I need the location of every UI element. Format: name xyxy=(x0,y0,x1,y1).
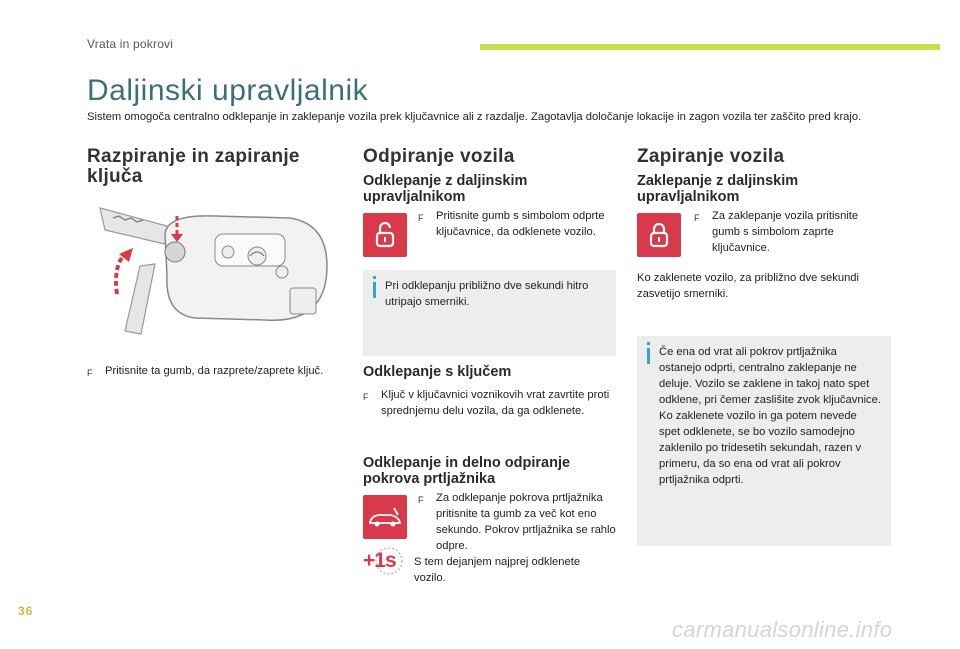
trunk-extra-text: S tem dejanjem najprej odklenete vozilo. xyxy=(414,556,581,584)
page-number: 36 xyxy=(18,604,34,618)
unlock-icon xyxy=(363,213,407,257)
list-item xyxy=(363,387,613,419)
header-accent-bar xyxy=(480,44,940,50)
bullet-mark: F xyxy=(418,213,424,223)
section-header: Vrata in pokrovi xyxy=(87,37,174,51)
key-fob-illustration xyxy=(95,196,335,336)
bullet-text: Za zaklepanje vozila pritisnite gumb s simbolom zaprte ključavnice. xyxy=(712,210,859,254)
bullet-mark: F xyxy=(363,392,369,402)
bullet-mark: F xyxy=(418,495,424,505)
info-note xyxy=(363,270,616,356)
bullet-text: Ključ v ključavnici voznikovih vrat zavrtite proti sprednjemu delu vozila, da ga odklenete. xyxy=(381,389,610,417)
list-item xyxy=(87,363,327,381)
page-title: Daljinski upravljalnik xyxy=(87,74,369,107)
subheading-remote-lock: Zaklepanje z daljinskim upravljalnikom xyxy=(637,173,799,205)
list-item xyxy=(418,490,616,554)
car-trunk-icon xyxy=(363,495,407,539)
note-text: Če ena od vrat ali pokrov prtljažnika ostanejo odprti, centralno zaklepanje ne deluje. Vozilo se zaklene in takoj nato spet odklene, pri čemer zaslišite zvok ključavnice. Ko zaklenete vozilo in ga potem nevede spet odklenete, se bo vozilo samodejno zaklenilo po tridesetih sekundah, razen v primeru, da so ena od vrat ali pokrov prtljažnika odprti. xyxy=(659,346,881,486)
info-note xyxy=(637,336,891,546)
bullet-mark: F xyxy=(694,213,700,223)
heading-key-fold: Razpiranje in zapiranje ključa xyxy=(87,146,300,187)
bullet-mark: F xyxy=(87,368,93,378)
subheading-remote-unlock: Odklepanje z daljinskim upravljalnikom xyxy=(363,173,528,205)
plus-one-second-label: +1s xyxy=(363,549,396,572)
subheading-key-unlock: Odklepanje s ključem xyxy=(363,364,512,380)
subheading-trunk-unlock: Odklepanje in delno odpiranje pokrova prtljažnika xyxy=(363,455,571,487)
plus-one-second-icon xyxy=(361,546,409,576)
lock-paragraph: Ko zaklenete vozilo, za približno dve sekundi zasvetijo smerniki. xyxy=(637,272,860,300)
bullet-text: Pritisnite ta gumb, da razprete/zaprete ključ. xyxy=(105,365,324,377)
note-text: Pri odklepanju približno dve sekundi hitro utripajo smerniki. xyxy=(385,280,589,308)
list-item xyxy=(418,208,616,240)
bullet-text: Za odklepanje pokrova prtljažnika pritisnite ta gumb za več kot eno sekundo. Pokrov prtljažnika se rahlo odpre. xyxy=(436,492,616,552)
bullet-text: Pritisnite gumb s simbolom odprte ključavnice, da odklenete vozilo. xyxy=(436,210,605,238)
heading-open-vehicle: Odpiranje vozila xyxy=(363,146,515,167)
info-icon xyxy=(647,348,650,364)
list-item xyxy=(694,208,884,256)
heading-lock-vehicle: Zapiranje vozila xyxy=(637,146,785,167)
info-icon xyxy=(373,282,376,298)
watermark: carmanualsonline.info xyxy=(672,617,893,642)
lock-icon xyxy=(637,213,681,257)
intro-paragraph: Sistem omogoča centralno odklepanje in zaklepanje vozila prek ključavnice ali z razdalje. Zagotavlja določanje lokacije in zagon vozila ter zaščito pred krajo. xyxy=(87,111,862,123)
